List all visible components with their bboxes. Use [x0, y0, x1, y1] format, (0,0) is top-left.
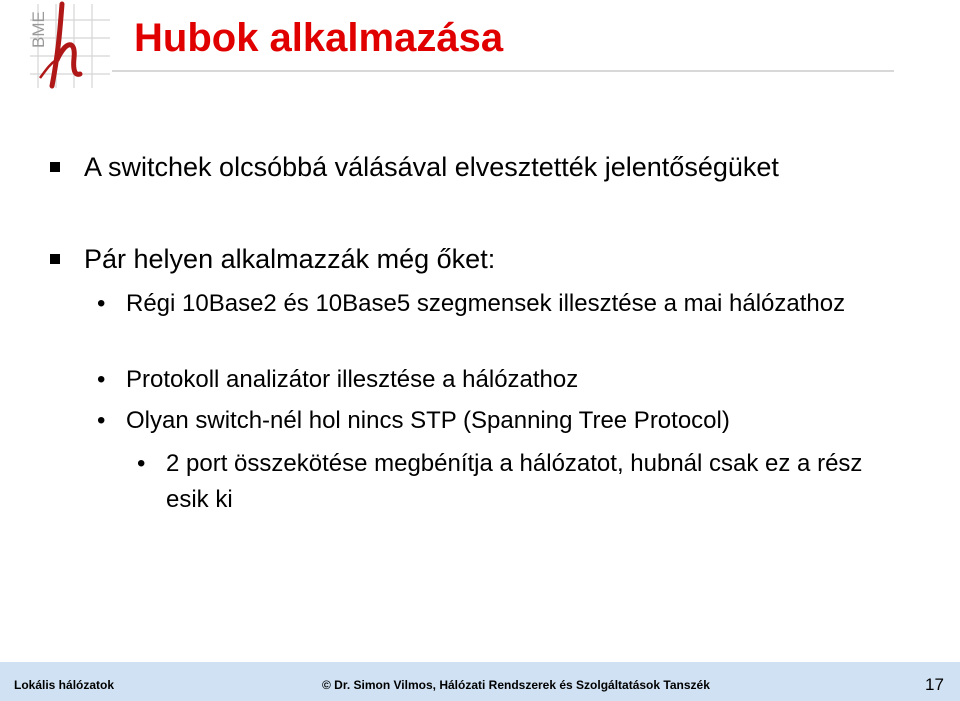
sub-bullet-text: Régi 10Base2 és 10Base5 szegmensek illesztése a mai hálózathoz	[126, 290, 846, 317]
page-number: 17	[925, 675, 944, 694]
round-bullet-icon: •	[97, 366, 106, 393]
square-bullet-icon	[50, 162, 60, 172]
bullet-item	[84, 150, 779, 184]
round-bullet-icon: •	[137, 450, 146, 477]
square-bullet-icon	[50, 254, 60, 264]
title-underline	[112, 70, 894, 72]
bme-logo	[0, 0, 118, 90]
sub-bullet-text: Protokoll analizátor illesztése a hálózathoz	[126, 366, 579, 393]
footer-copyright: © Dr. Simon Vilmos, Hálózati Rendszerek és Szolgáltatások Tanszék	[322, 678, 710, 692]
sub-bullet-item	[97, 403, 886, 439]
logo-text: BME	[29, 11, 48, 48]
slide-footer	[0, 662, 960, 701]
round-bullet-icon: •	[97, 290, 106, 317]
bullet-text: Pár helyen alkalmazzák még őket:	[84, 244, 496, 274]
sub-bullet-item	[97, 362, 886, 398]
sub-sub-bullet-text: 2 port összekötése megbénítja a hálózatot, hubnál csak ez a rész esik ki	[166, 450, 863, 513]
round-bullet-icon: •	[97, 407, 106, 434]
sub-sub-bullet-item	[137, 446, 901, 518]
slide-title: Hubok alkalmazása	[134, 16, 504, 60]
footer-course-name: Lokális hálózatok	[14, 678, 115, 692]
bullet-text: A switchek olcsóbbá válásával elvesztették jelentőségüket	[84, 152, 779, 182]
sub-bullet-item	[97, 286, 866, 322]
sub-bullet-text: Olyan switch-nél hol nincs STP (Spanning Tree Protocol)	[126, 407, 730, 434]
bullet-item	[84, 242, 495, 276]
